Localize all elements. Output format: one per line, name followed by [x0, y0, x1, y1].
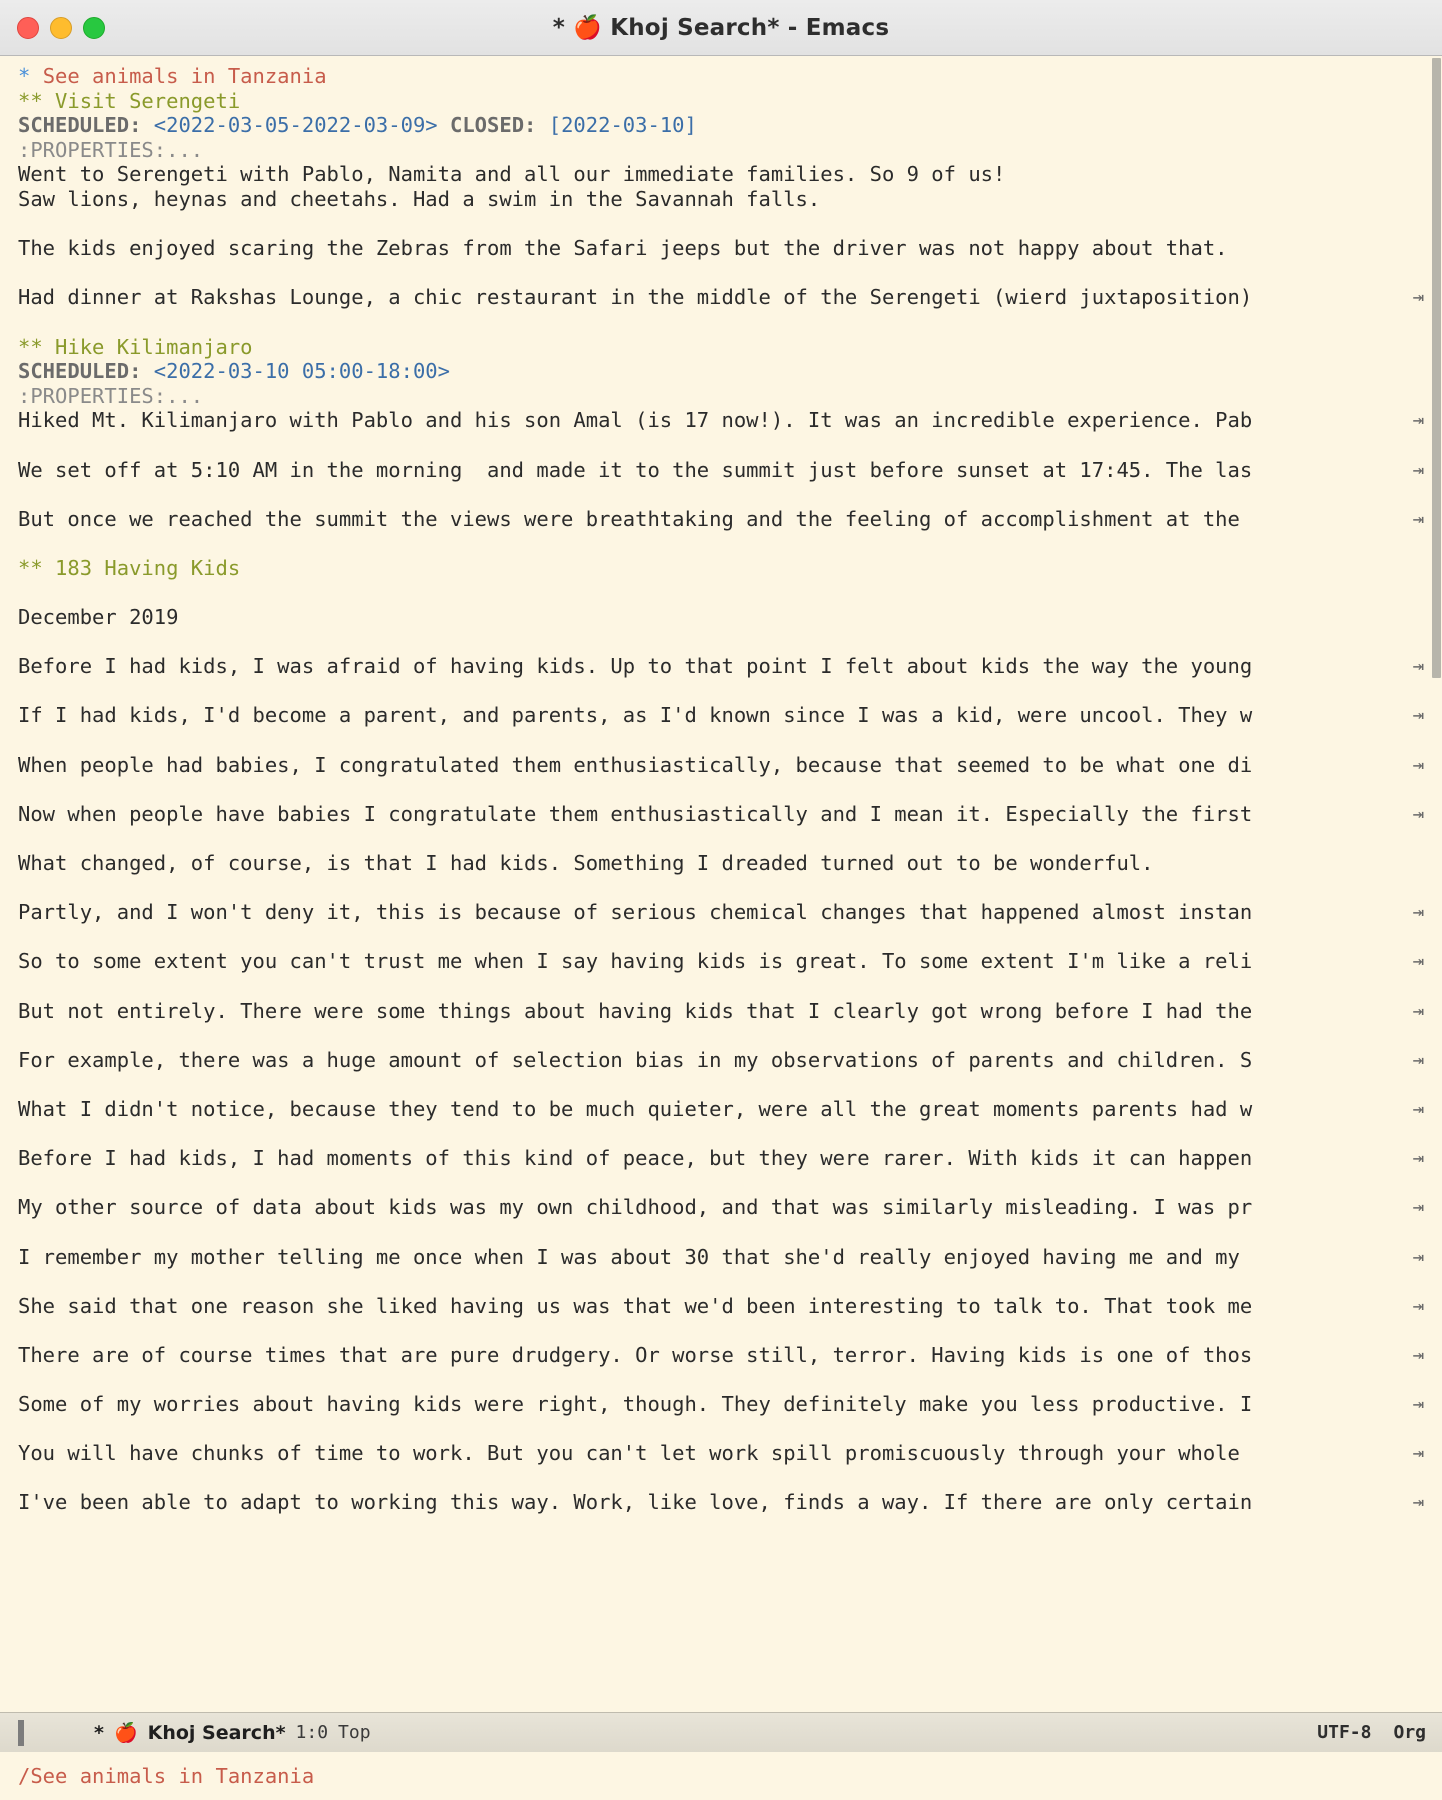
- left-fringe: [0, 56, 18, 1712]
- buffer-line-text: If I had kids, I'd become a parent, and parents, as I'd known since I was a kid, were uncool. They w: [18, 703, 1253, 728]
- right-fringe: [1428, 56, 1442, 1712]
- buffer-line-text: Hiked Mt. Kilimanjaro with Pablo and his son Amal (is 17 now!). It was an incredible experience. Pab: [18, 408, 1253, 433]
- buffer-line-text: I remember my mother telling me once when I was about 30 that she'd really enjoyed having me and my: [18, 1244, 1253, 1269]
- org-heading-text: Visit Serengeti: [55, 88, 241, 113]
- apple-emoji-icon: 🍎: [113, 1722, 138, 1744]
- buffer-line-text: I've been able to adapt to working this way. Work, like love, finds a way. If there are only certain: [18, 1490, 1253, 1515]
- buffer-blank-line: [18, 310, 1428, 335]
- mode-line: [0, 1712, 1442, 1752]
- buffer-text-line: [18, 999, 1428, 1024]
- buffer-text-line: [18, 187, 1428, 212]
- org-heading-level1: [18, 64, 1428, 89]
- buffer-text-line: [18, 802, 1428, 827]
- buffer-text-line: [18, 1048, 1428, 1073]
- org-buffer-text[interactable]: [18, 56, 1428, 1712]
- buffer-blank-line: [18, 826, 1428, 851]
- line-continuation-icon: ⇥: [1412, 1048, 1424, 1071]
- buffer-text-line: [18, 1245, 1428, 1270]
- buffer-line-text: Saw lions, heynas and cheetahs. Had a swim in the Savannah falls.: [18, 186, 821, 211]
- buffer-line-text: Before I had kids, I was afraid of having kids. Up to that point I felt about kids the way the young: [18, 654, 1253, 679]
- buffer-blank-line: [18, 1171, 1428, 1196]
- buffer-text-line: [18, 1441, 1428, 1466]
- scheduled-timestamp[interactable]: <2022-03-10 05:00-18:00>: [153, 359, 450, 384]
- zoom-window-button[interactable]: [83, 17, 105, 39]
- line-continuation-icon: ⇥: [1412, 999, 1424, 1022]
- line-continuation-icon: ⇥: [1412, 753, 1424, 776]
- buffer-text-line: [18, 1343, 1428, 1368]
- buffer-text-line: [18, 654, 1428, 679]
- org-heading-text: 183 Having Kids: [55, 555, 241, 580]
- org-properties-text: :PROPERTIES:...: [18, 137, 204, 162]
- mode-line-encoding: UTF-8: [1317, 1722, 1372, 1743]
- org-schedule-line: [18, 113, 1428, 138]
- mode-line-indicator: [18, 1720, 24, 1746]
- line-continuation-icon: ⇥: [1412, 1343, 1424, 1366]
- buffer-text-line: [18, 285, 1428, 310]
- org-bullet-icon: **: [18, 555, 43, 580]
- buffer-line-text: The kids enjoyed scaring the Zebras from the Safari jeeps but the driver was not happy about that.: [18, 236, 1228, 261]
- buffer-line-text: We set off at 5:10 AM in the morning and made it to the summit just before sunset at 17:45. The las: [18, 457, 1253, 482]
- buffer-blank-line: [18, 531, 1428, 556]
- line-continuation-icon: ⇥: [1412, 1294, 1424, 1317]
- buffer-blank-line: [18, 679, 1428, 704]
- line-continuation-icon: ⇥: [1412, 458, 1424, 481]
- buffer-text-line: [18, 458, 1428, 483]
- line-continuation-icon: ⇥: [1412, 1196, 1424, 1219]
- line-continuation-icon: ⇥: [1412, 802, 1424, 825]
- line-continuation-icon: ⇥: [1412, 1442, 1424, 1465]
- buffer-text-line: [18, 703, 1428, 728]
- buffer-blank-line: [18, 580, 1428, 605]
- mode-line-position: 1:0: [295, 1722, 329, 1743]
- buffer-text-line: [18, 1097, 1428, 1122]
- buffer-blank-line: [18, 1122, 1428, 1147]
- buffer-line-text: You will have chunks of time to work. But you can't let work spill promiscuously through your whole: [18, 1441, 1253, 1466]
- line-continuation-icon: ⇥: [1412, 1491, 1424, 1514]
- title-bar: [0, 0, 1442, 56]
- org-heading-level2: [18, 335, 1428, 360]
- buffer-blank-line: [18, 1417, 1428, 1442]
- buffer-line-text: But once we reached the summit the views were breathtaking and the feeling of accomplishment at the: [18, 506, 1253, 531]
- line-continuation-icon: ⇥: [1412, 704, 1424, 727]
- org-bullet-icon: **: [18, 88, 43, 113]
- buffer-blank-line: [18, 261, 1428, 286]
- buffer-line-text: Partly, and I won't deny it, this is because of serious chemical changes that happened almost instan: [18, 900, 1253, 925]
- window-title-text: * 🍎 Khoj Search* - Emacs: [552, 15, 890, 41]
- buffer-text-line: [18, 949, 1428, 974]
- buffer-blank-line: [18, 433, 1428, 458]
- org-bullet-icon: **: [18, 334, 43, 359]
- line-continuation-icon: ⇥: [1412, 901, 1424, 924]
- buffer-text-line: [18, 1146, 1428, 1171]
- buffer-text-line: [18, 753, 1428, 778]
- buffer-blank-line: [18, 212, 1428, 237]
- buffer-text-line: [18, 605, 1428, 630]
- buffer-text-line: [18, 1490, 1428, 1515]
- org-heading-text: Hike Kilimanjaro: [55, 334, 253, 359]
- buffer-line-text: December 2019: [18, 605, 179, 630]
- buffer-line-text: My other source of data about kids was my own childhood, and that was similarly misleading. I was pr: [18, 1195, 1253, 1220]
- line-continuation-icon: ⇥: [1412, 286, 1424, 309]
- buffer-blank-line: [18, 630, 1428, 655]
- org-properties-drawer[interactable]: [18, 384, 1428, 409]
- buffer-text-line: [18, 1195, 1428, 1220]
- buffer-text-line: [18, 900, 1428, 925]
- buffer-blank-line: [18, 1023, 1428, 1048]
- buffer-blank-line: [18, 1318, 1428, 1343]
- mode-line-modified-flag: *: [94, 1721, 104, 1744]
- line-continuation-icon: ⇥: [1412, 1147, 1424, 1170]
- buffer-line-text: What I didn't notice, because they tend to be much quieter, were all the great moments parents had w: [18, 1096, 1253, 1121]
- buffer-blank-line: [18, 1466, 1428, 1491]
- closed-keyword: CLOSED:: [449, 113, 537, 138]
- scheduled-keyword: SCHEDULED:: [18, 113, 142, 138]
- buffer-text-line: [18, 236, 1428, 261]
- buffer-line-text: Before I had kids, I had moments of this kind of peace, but they were rarer. With kids it can happen: [18, 1146, 1253, 1171]
- buffer-blank-line: [18, 925, 1428, 950]
- buffer-text-line: [18, 1392, 1428, 1417]
- buffer-line-text: Now when people have babies I congratulate them enthusiastically and I mean it. Especially the first: [18, 801, 1253, 826]
- buffer-blank-line: [18, 1367, 1428, 1392]
- buffer-line-text: What changed, of course, is that I had kids. Something I dreaded turned out to be wonderful.: [18, 851, 1154, 875]
- buffer-text-line: [18, 1294, 1428, 1319]
- org-schedule-line: [18, 359, 1428, 384]
- org-properties-drawer[interactable]: [18, 138, 1428, 163]
- window-title: [0, 14, 1442, 41]
- buffer-line-text: But not entirely. There were some things about having kids that I clearly got wrong before I had the: [18, 998, 1253, 1023]
- buffer-line-text: So to some extent you can't trust me when I say having kids is great. To some extent I'm like a reli: [18, 949, 1253, 974]
- close-window-button[interactable]: [17, 17, 39, 39]
- closed-timestamp[interactable]: [2022-03-10]: [548, 113, 697, 138]
- mode-line-right: [1317, 1722, 1426, 1743]
- org-heading-level2: [18, 89, 1428, 114]
- line-continuation-icon: ⇥: [1412, 507, 1424, 530]
- mode-line-left: [94, 1721, 371, 1744]
- line-continuation-icon: ⇥: [1412, 1245, 1424, 1268]
- buffer-blank-line: [18, 728, 1428, 753]
- org-bullet-icon: *: [18, 64, 31, 88]
- window-controls: [17, 17, 105, 39]
- org-heading-text: See animals in Tanzania: [42, 64, 327, 88]
- buffer-line-text: For example, there was a huge amount of selection bias in my observations of parents and children. S: [18, 1047, 1253, 1072]
- buffer-text-line: [18, 507, 1428, 532]
- mode-line-buffer-name: Khoj Search*: [147, 1721, 286, 1744]
- buffer-text-line: [18, 162, 1428, 187]
- mode-line-scroll-state: Top: [338, 1722, 371, 1743]
- buffer-blank-line: [18, 974, 1428, 999]
- vertical-scrollbar[interactable]: [1428, 56, 1442, 1712]
- org-heading-level2: [18, 556, 1428, 581]
- buffer-blank-line: [18, 1220, 1428, 1245]
- buffer-text-line: [18, 408, 1428, 433]
- buffer-line-text: Had dinner at Rakshas Lounge, a chic restaurant in the middle of the Serengeti (wierd juxtaposition): [18, 285, 1253, 310]
- buffer-line-text: There are of course times that are pure drudgery. Or worse still, terror. Having kids is one of thos: [18, 1342, 1253, 1367]
- minibuffer-text: /See animals in Tanzania: [18, 1764, 315, 1788]
- buffer-blank-line: [18, 1269, 1428, 1294]
- mode-line-major-mode: Org: [1393, 1722, 1426, 1743]
- scheduled-keyword: SCHEDULED:: [18, 359, 142, 384]
- buffer-area[interactable]: [0, 56, 1442, 1712]
- line-continuation-icon: ⇥: [1412, 1097, 1424, 1120]
- line-continuation-icon: ⇥: [1412, 409, 1424, 432]
- buffer-line-text: Went to Serengeti with Pablo, Namita and all our immediate families. So 9 of us!: [18, 162, 1006, 187]
- line-continuation-icon: ⇥: [1412, 950, 1424, 973]
- echo-area[interactable]: [0, 1752, 1442, 1800]
- buffer-blank-line: [18, 876, 1428, 901]
- org-properties-text: :PROPERTIES:...: [18, 383, 204, 408]
- buffer-blank-line: [18, 482, 1428, 507]
- buffer-text-line: [18, 851, 1428, 876]
- scheduled-timestamp[interactable]: <2022-03-05-2022-03-09>: [153, 113, 438, 138]
- minimize-window-button[interactable]: [50, 17, 72, 39]
- line-continuation-icon: ⇥: [1412, 655, 1424, 678]
- buffer-line-text: Some of my worries about having kids were right, though. They definitely make you less productive. I: [18, 1392, 1253, 1417]
- scrollbar-thumb[interactable]: [1432, 58, 1441, 678]
- buffer-line-text: When people had babies, I congratulated them enthusiastically, because that seemed to be what one di: [18, 752, 1253, 777]
- buffer-blank-line: [18, 777, 1428, 802]
- buffer-blank-line: [18, 1072, 1428, 1097]
- line-continuation-icon: ⇥: [1412, 1393, 1424, 1416]
- buffer-line-text: She said that one reason she liked having us was that we'd been interesting to talk to. That took me: [18, 1293, 1253, 1318]
